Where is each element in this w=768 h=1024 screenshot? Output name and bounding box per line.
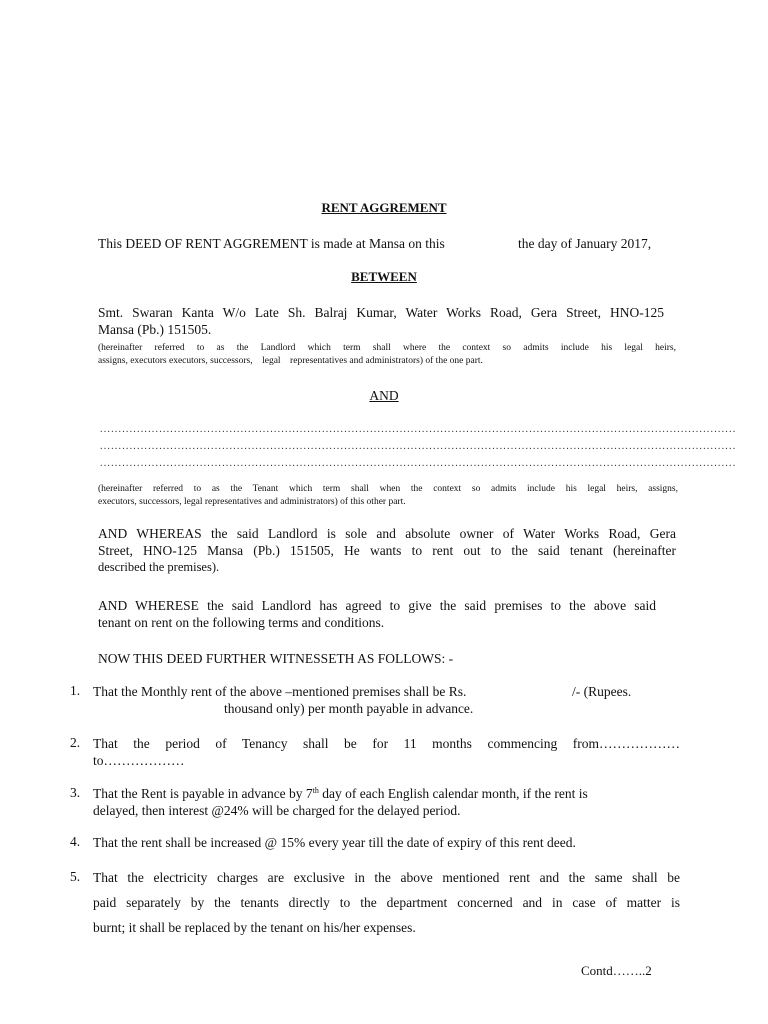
intro-text-part2: the day of January 2017, (518, 236, 652, 251)
clause-1-line-1a: That the Monthly rent of the above –mentioned premises shall be Rs. (93, 684, 467, 699)
clause-3-superscript: th (312, 786, 319, 795)
clause-4-number: 4. (70, 834, 81, 849)
tenant-blank-line-1: ............................................................................................................................................................................ (100, 424, 737, 435)
clause-3-number: 3. (70, 785, 81, 800)
whereas-1-line-1: AND WHEREAS the said Landlord is sole and absolute owner of Water Works Road, Gera (98, 526, 676, 541)
continued-note: Contd……..2 (581, 963, 652, 978)
whereas-2-line-2: tenant on rent on the following terms and conditions. (98, 615, 385, 630)
tenant-blank-line-3: ............................................................................................................................................................................ (100, 458, 737, 469)
between-heading: BETWEEN (351, 269, 417, 284)
document-title: RENT AGGREMENT (321, 200, 447, 215)
landlord-line-2: Mansa (Pb.) 151505. (98, 322, 212, 337)
tenant-description-2: executors, successors, legal representatives and administrators) of this other part. (98, 497, 406, 507)
intro-text-part1: This DEED OF RENT AGGREMENT is made at Mansa on this (98, 236, 445, 251)
landlord-description-2: assigns, executors executors, successors, legal representatives and administrators) of the one part. (98, 356, 483, 366)
clause-1-line-1b: /- (Rupees. (572, 684, 632, 699)
and-heading: AND (369, 388, 399, 403)
clause-2-line-1: That the period of Tenancy shall be for 11 months commencing from……………… (93, 736, 680, 751)
clause-5-line-2: paid separately by the tenants directly to the department concerned and in case of matter is (93, 895, 680, 910)
whereas-1-line-3: described the premises). (98, 560, 220, 574)
now-deed-heading: NOW THIS DEED FURTHER WITNESSETH AS FOLLOWS: - (98, 651, 454, 666)
clause-5-line-3: burnt; it shall be replaced by the tenant on his/her expenses. (93, 920, 416, 935)
clause-2-number: 2. (70, 735, 81, 750)
clause-1-number: 1. (70, 683, 81, 698)
clause-3-line-1b: day of each English calendar month, if the rent is (318, 786, 588, 801)
tenant-description-1: (hereinafter referred to as the Tenant which term shall when the context so admits include his legal heirs, assigns, (98, 484, 678, 494)
clause-3-line-2: delayed, then interest @24% will be charged for the delayed period. (93, 803, 461, 818)
clause-3-line-1 (93, 785, 680, 802)
clause-3-line-1a: That the Rent is payable in advance by 7 (93, 786, 313, 801)
landlord-description-1: (hereinafter referred to as the Landlord which term shall where the context so admits include his legal heirs, (98, 343, 676, 353)
clause-5-number: 5. (70, 869, 81, 884)
whereas-1-line-2: Street, HNO-125 Mansa (Pb.) 151505, He wants to rent out to the said tenant (hereinafter (98, 543, 676, 558)
clause-5-line-1: That the electricity charges are exclusive in the above mentioned rent and the same shall be (93, 870, 680, 885)
clause-4-line-1: That the rent shall be increased @ 15% every year till the date of expiry of this rent deed. (93, 835, 576, 850)
whereas-2-line-1: AND WHERESE the said Landlord has agreed to give the said premises to the above said (98, 598, 656, 613)
clause-1-line-2: thousand only) per month payable in advance. (224, 701, 474, 716)
clause-2-line-2: to……………… (93, 753, 185, 768)
landlord-line-1: Smt. Swaran Kanta W/o Late Sh. Balraj Kumar, Water Works Road, Gera Street, HNO-125 (98, 305, 664, 320)
tenant-blank-line-2: ............................................................................................................................................................................ (100, 441, 737, 452)
